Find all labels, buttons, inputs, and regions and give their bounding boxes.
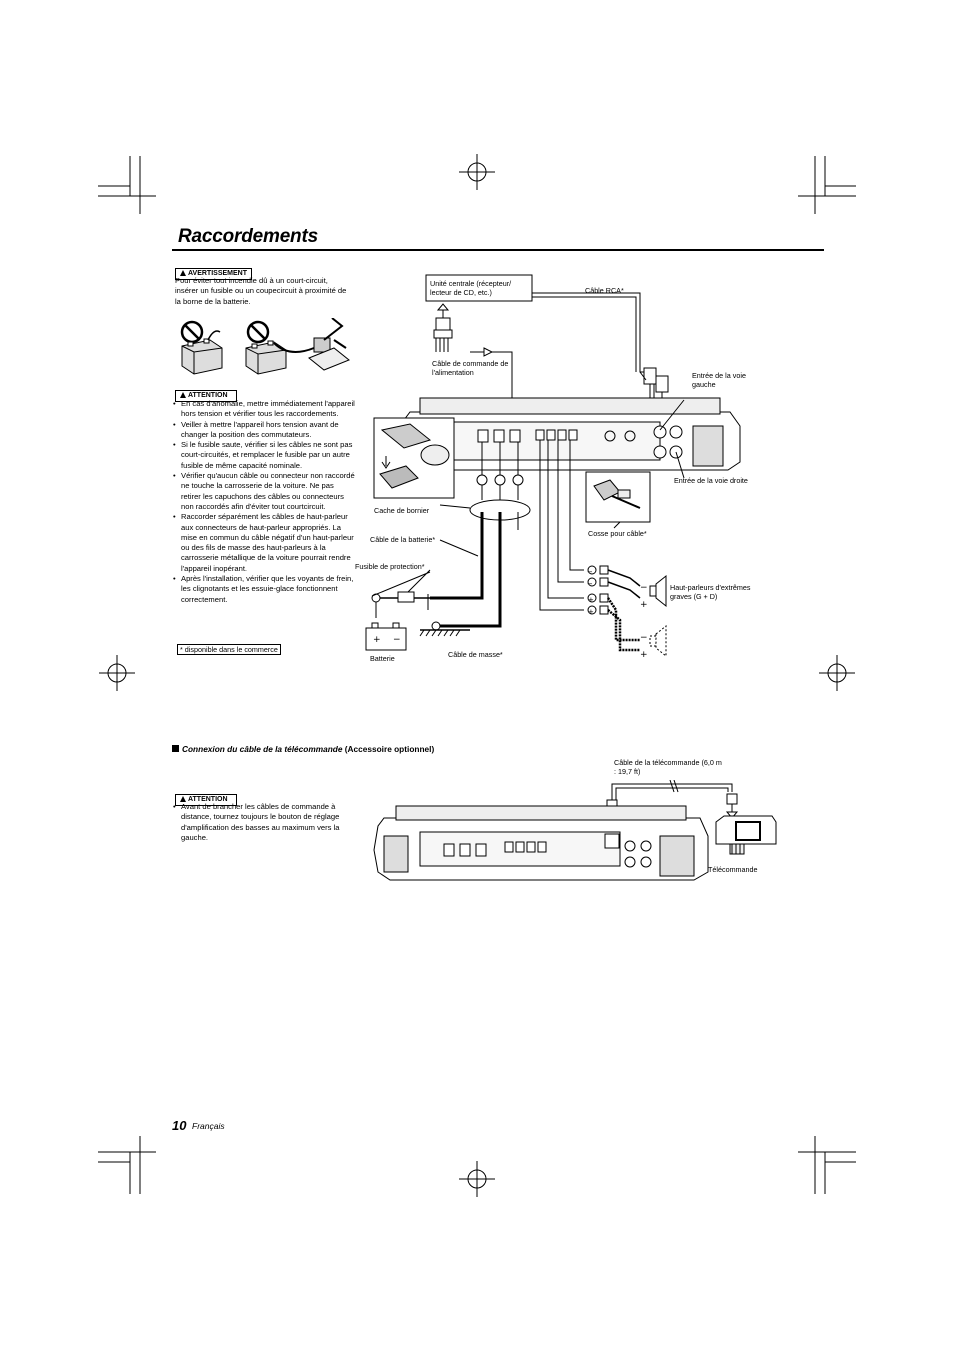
power-cmd-cable-label: Câble de commande de l'alimentation xyxy=(432,359,509,378)
remote-label: Télécommande xyxy=(708,865,758,874)
terminal-cover-label: Cache de bornier xyxy=(374,506,430,515)
warning-badge-label: AVERTISSEMENT xyxy=(188,270,247,277)
page-title: Raccordements xyxy=(178,226,318,247)
caution-icon xyxy=(180,392,186,398)
cable-lug-label: Cosse pour câble* xyxy=(588,529,647,538)
caution-item: • Après l'installation, vérifier que les voyants de frein, les clignotants et les essuie-glace fonctionnent correctement. xyxy=(173,574,355,605)
wiring-diagram xyxy=(340,270,780,670)
svg-text:+: + xyxy=(588,608,594,616)
section-bullet-icon xyxy=(172,745,179,752)
caution-item: • Vérifier qu'aucun câble ou connecteur non raccordé ne touche la carrosserie de la voiture. Ne pas retirer les capuchons des câbles ou connecteurs non raccordés afin d'éviter tout courtcircuit. xyxy=(173,471,355,512)
footnote: * disponible dans le commerce xyxy=(177,644,281,655)
page-language: Français xyxy=(192,1121,225,1131)
battery-fuse-illustration xyxy=(174,318,354,378)
fuse-label: Fusible de protection* xyxy=(355,562,425,571)
svg-text:−: − xyxy=(640,633,648,643)
svg-text:−: − xyxy=(640,583,648,593)
svg-text:+: + xyxy=(588,596,594,604)
svg-text:−: − xyxy=(393,635,401,645)
caution2-item: • Avant de brancher les câbles de commande à distance, tournez toujours le bouton de réglage d'amplification des basses au maximum vers la gauche. xyxy=(173,802,353,843)
subwoofers-label: Haut-parleurs d'extrêmes graves (G + D) xyxy=(670,583,751,602)
caution-list xyxy=(173,399,355,605)
caution2-badge-label: ATTENTION xyxy=(188,796,228,803)
svg-text:−: − xyxy=(587,568,593,576)
rca-cable-label: Câble RCA* xyxy=(585,286,624,295)
caution-item: • Veiller à mettre l'appareil hors tension avant de changer la position des commutateurs. xyxy=(173,420,355,441)
caution2-list xyxy=(173,802,353,843)
section-heading-note: (Accessoire optionnel) xyxy=(344,744,435,754)
head-unit-label: Unité centrale (récepteur/ lecteur de CD, etc.) xyxy=(430,279,512,298)
caution-item: • Si le fusible saute, vérifier si les câbles ne sont pas court-circuités, et remplacer le fusible par un autre fusible de même capacité nominale. xyxy=(173,440,355,471)
section-heading xyxy=(172,744,434,754)
remote-cable-label: Câble de la télécommande (6,0 m : 19,7 ft) xyxy=(614,758,722,777)
right-input-label: Entrée de la voie droite xyxy=(674,476,748,485)
caution-item: • En cas d'anomalie, mettre immédiatement l'appareil hors tension et vérifier tous les raccordements. xyxy=(173,399,355,420)
page-number: 10 xyxy=(172,1118,187,1133)
section-heading-bold: Connexion du câble de la télécommande xyxy=(182,744,343,754)
title-rule xyxy=(172,249,824,251)
warning-text: Pour éviter tout incendie dû à un court-circuit, insérer un fusible ou un coupecircuit à proximité de la borne de la batterie. xyxy=(175,276,347,306)
svg-text:+: + xyxy=(640,600,648,610)
caution-item: • Raccorder séparément les câbles de haut-parleur aux connecteurs de haut-parleur appropriés. La mise en commun du câble négatif d'un haut-parleur ou des fils de masse des haut-parleurs à la carrosserie métallique de la voiture pourrait rendre l'appareil inopérant. xyxy=(173,512,355,574)
battery-cable-label: Câble de la batterie* xyxy=(370,535,436,544)
left-input-label: Entrée de la voie gauche xyxy=(692,371,746,390)
battery-label: Batterie xyxy=(370,654,395,663)
ground-cable-label: Câble de masse* xyxy=(448,650,503,659)
svg-text:+: + xyxy=(373,635,381,645)
svg-text:−: − xyxy=(587,580,593,588)
svg-text:+: + xyxy=(640,650,648,660)
caution-badge-label: ATTENTION xyxy=(188,392,228,399)
